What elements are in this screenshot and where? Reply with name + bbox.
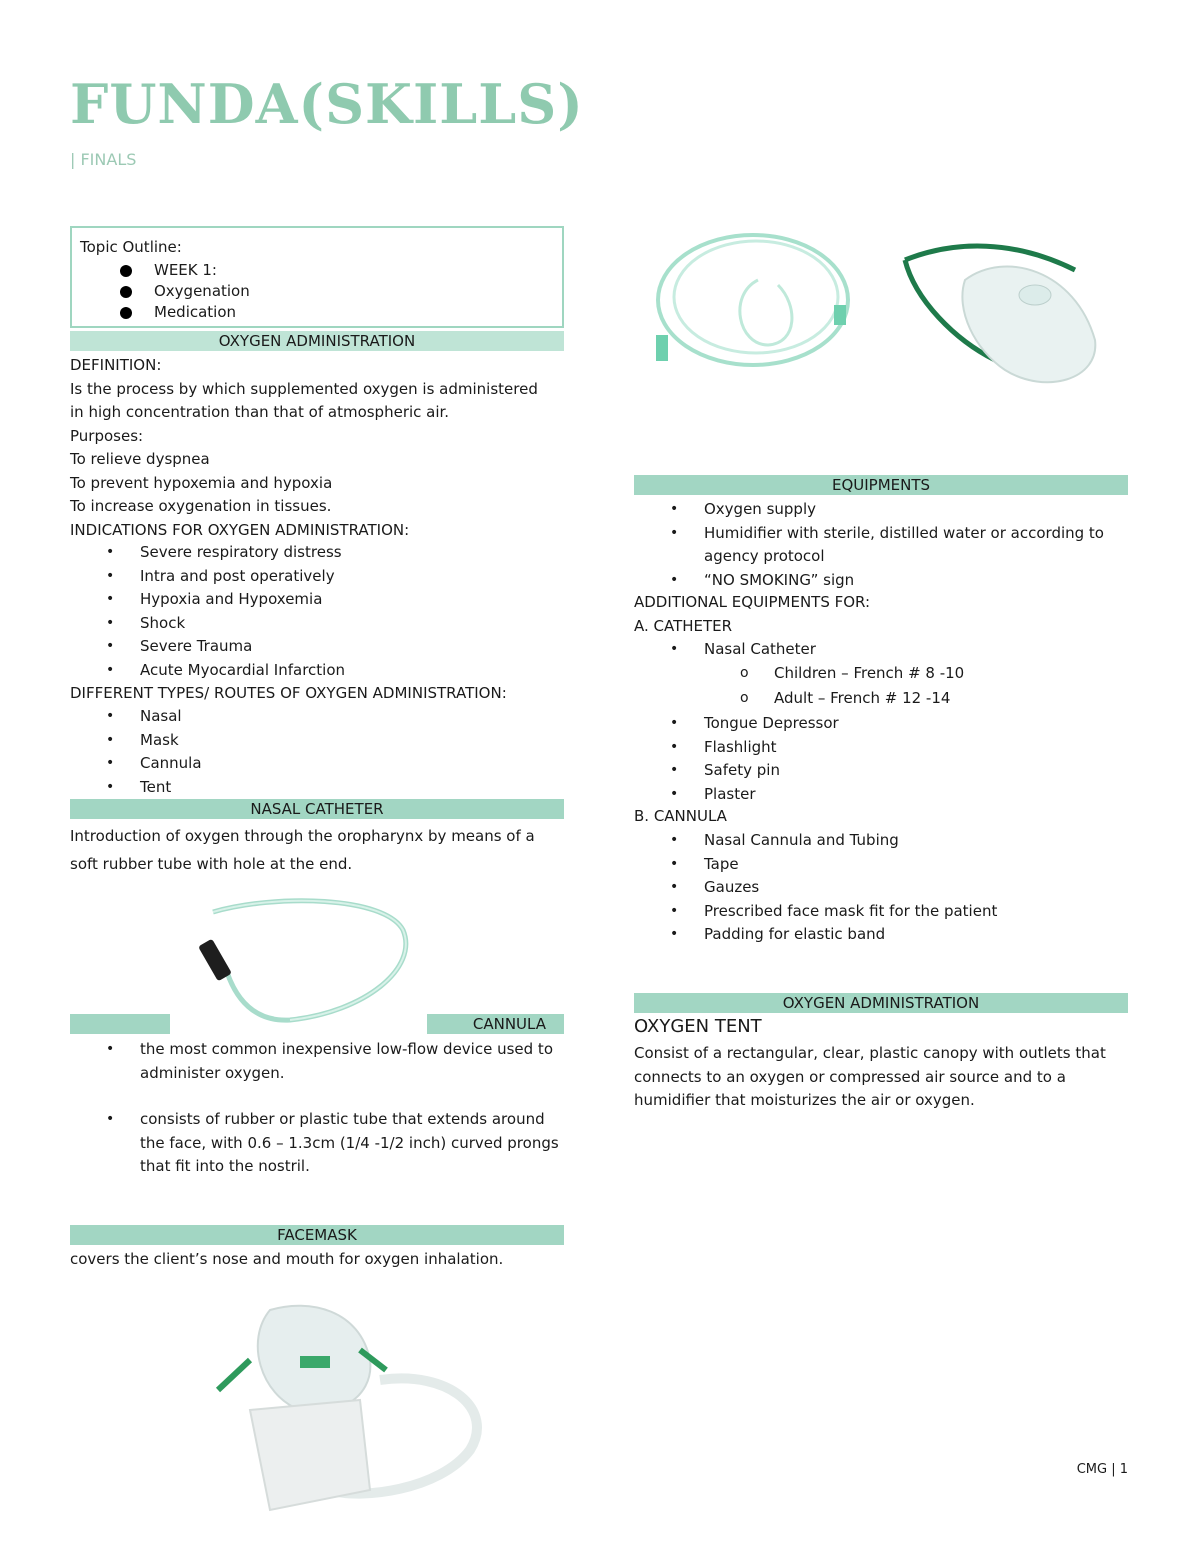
equipments-header: EQUIPMENTS bbox=[634, 475, 1128, 495]
indications-list bbox=[70, 541, 564, 682]
list-item: • Tape bbox=[634, 853, 1128, 877]
equipments-list bbox=[634, 498, 1128, 592]
list-item: • Humidifier with sterile, distilled water or according to agency protocol bbox=[634, 522, 1128, 569]
catheter-list-2 bbox=[634, 712, 1128, 806]
additional-equipments-label: ADDITIONAL EQUIPMENTS FOR: bbox=[634, 593, 871, 611]
cannula-header-left-fill bbox=[70, 1014, 170, 1034]
list-item: • Nasal Catheter bbox=[634, 638, 1128, 662]
simple-facemask-image bbox=[895, 240, 1105, 400]
indications-label: INDICATIONS FOR OXYGEN ADMINISTRATION: bbox=[70, 520, 410, 539]
page-subtitle: | FINALS bbox=[70, 150, 137, 169]
nasal-cannula-image bbox=[648, 225, 863, 395]
topic-outline-list bbox=[120, 260, 250, 323]
facemask-header: FACEMASK bbox=[70, 1225, 564, 1245]
definition-section bbox=[70, 354, 564, 542]
catheter-sublist bbox=[634, 661, 1128, 711]
list-item: • Mask bbox=[70, 729, 564, 753]
list-item: • Intra and post operatively bbox=[70, 565, 564, 589]
list-item: • Severe Trauma bbox=[70, 635, 564, 659]
topic-outline-label: Topic Outline: bbox=[80, 238, 182, 256]
additional-equipments bbox=[634, 591, 1128, 638]
nasal-catheter-image bbox=[195, 890, 425, 1030]
definition-text: Is the process by which supplemented oxygen is administered bbox=[70, 379, 538, 398]
nasal-catheter-text bbox=[70, 822, 564, 878]
facemask-text: covers the client’s nose and mouth for oxygen inhalation. bbox=[70, 1250, 504, 1268]
purpose-item: To prevent hypoxemia and hypoxia bbox=[70, 473, 333, 492]
catheter-label: A. CATHETER bbox=[634, 616, 733, 635]
list-item: • Flashlight bbox=[634, 736, 1128, 760]
list-item: • Plaster bbox=[634, 783, 1128, 807]
oxygen-tent-title: OXYGEN TENT bbox=[634, 1016, 762, 1037]
list-item: • Nasal Cannula and Tubing bbox=[634, 829, 1128, 853]
page-number: CMG | 1 bbox=[1076, 1462, 1128, 1477]
cannula-header: CANNULA bbox=[427, 1014, 564, 1034]
list-item: o Adult – French # 12 -14 bbox=[634, 686, 1128, 711]
list-item: • Nasal bbox=[70, 705, 564, 729]
purpose-item: To relieve dyspnea bbox=[70, 450, 210, 468]
types-label: DIFFERENT TYPES/ ROUTES OF OXYGEN ADMINISTRATION: bbox=[70, 684, 507, 702]
list-item: • Prescribed face mask fit for the patient bbox=[634, 900, 1128, 924]
list-item: • Gauzes bbox=[634, 876, 1128, 900]
oxygen-tent-header: OXYGEN ADMINISTRATION bbox=[634, 993, 1128, 1013]
definition-label: DEFINITION: bbox=[70, 356, 162, 374]
list-item: o Children – French # 8 -10 bbox=[634, 661, 1128, 686]
list-item: • consists of rubber or plastic tube that extends around the face, with 0.6 – 1.3cm (1/4 -1/2 inch) curved prongs that fit into the nostril. bbox=[70, 1108, 564, 1179]
purposes-label: Purposes: bbox=[70, 426, 144, 445]
list-item: • Tent bbox=[70, 776, 564, 800]
list-item: • Severe respiratory distress bbox=[70, 541, 564, 565]
list-item: • Acute Myocardial Infarction bbox=[70, 659, 564, 683]
cannula-label: B. CANNULA bbox=[634, 807, 727, 825]
cannula-list bbox=[70, 1038, 564, 1179]
nasal-catheter-header: NASAL CATHETER bbox=[70, 799, 564, 819]
definition-text: in high concentration than that of atmospheric air. bbox=[70, 403, 450, 421]
topic-outline-box bbox=[70, 226, 564, 328]
page-title: FUNDA(SKILLS) bbox=[70, 72, 584, 136]
list-item: • “NO SMOKING” sign bbox=[634, 569, 1128, 593]
purpose-item: To increase oxygenation in tissues. bbox=[70, 497, 332, 515]
nasal-catheter-line: soft rubber tube with hole at the end. bbox=[70, 855, 353, 873]
list-item: • Oxygen supply bbox=[634, 498, 1128, 522]
list-item: • Shock bbox=[70, 612, 564, 636]
list-item: • Cannula bbox=[70, 752, 564, 776]
oxygen-tent-text: Consist of a rectangular, clear, plastic canopy with outlets that connects to an oxygen or compressed air source and to a humidifier that moisturizes the air or oxygen. bbox=[634, 1044, 1106, 1109]
list-item: • Tongue Depressor bbox=[634, 712, 1128, 736]
oxygen-administration-header: OXYGEN ADMINISTRATION bbox=[70, 331, 564, 351]
list-item: • Padding for elastic band bbox=[634, 923, 1128, 947]
cannula-equipment-list bbox=[634, 829, 1128, 947]
list-item: • Safety pin bbox=[634, 759, 1128, 783]
nasal-catheter-line: Introduction of oxygen through the oropharynx by means of a bbox=[70, 827, 535, 845]
list-item: Medication bbox=[120, 302, 250, 323]
facemask-image bbox=[210, 1300, 500, 1520]
list-item: • Hypoxia and Hypoxemia bbox=[70, 588, 564, 612]
list-item: WEEK 1: bbox=[120, 260, 250, 281]
list-item: • the most common inexpensive low-flow device used to administer oxygen. bbox=[70, 1038, 564, 1085]
catheter-list bbox=[634, 638, 1128, 662]
list-item: Oxygenation bbox=[120, 281, 250, 302]
types-list bbox=[70, 705, 564, 799]
